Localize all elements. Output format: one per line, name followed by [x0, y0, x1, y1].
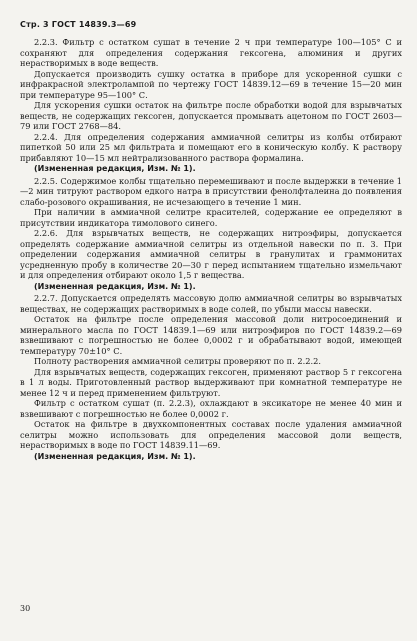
- paragraph: 2.2.7. Допускается определять массовую долю аммиачной селитры во взрывчатых веществах, не содержащих растворимых в воде солей, по убыли массы навески.: [20, 293, 402, 314]
- paragraph: 2.2.6. Для взрывчатых веществ, не содержащих нитроэфиры, допускается определять содержание аммиачной селитры из отдельной навески по п. 3. При определении содержания аммиачной селитры в гранулитах и граммонитах усредненную пробу в количестве 20—30 г перед испытанием тщательно измельчают и для определения отбирают около 1,5 г вещества.: [20, 228, 402, 280]
- paragraph: Остаток на фильтре после определения массовой доли нитросоединений и минерального масла по ГОСТ 14839.1—69 или нитроэфиров по ГОСТ 14839.2—69 взвешивают с погрешностью не более 0,0002 г и обрабатывают водой, имеющей температуру 70±10° С.: [20, 314, 402, 356]
- paragraph: Фильтр с остатком сушат (п. 2.2.3), охлаждают в эксикаторе не менее 40 мин и взвешивают с погрешностью не более 0,0002 г.: [20, 398, 402, 419]
- edition-note: (Измененная редакция, Изм. № 1).: [34, 281, 196, 291]
- paragraph: Для ускорения сушки остаток на фильтре после обработки водой для взрывчатых веществ, не содержащих гексоген, допускается промывать ацетоном по ГОСТ 2603—79 или ГОСТ 2768—84.: [20, 100, 402, 131]
- paragraph: 2.2.3. Фильтр с остатком сушат в течение 2 ч при температуре 100—105° С и сохраняют для определения содержания гексогена, алюминия и других нерастворимых в воде веществ.: [20, 37, 402, 68]
- paragraph: Для взрывчатых веществ, содержащих гексоген, применяют раствор 5 г гексогена в 1 л воды. Приготовленный раствор выдерживают при комнатной температуре не менее 12 ч и перед применением фильтруют.: [20, 366, 402, 398]
- running-header: Стр. 3 ГОСТ 14839.3—69: [20, 20, 137, 29]
- paragraph: Допускается производить сушку остатка в приборе для ускоренной сушки с инфракрасной электролампой по чертежу ГОСТ 14839.12—69 в течение 15—20 мин при температуре 95—100° С.: [20, 68, 402, 100]
- paragraph: Остаток на фильтре в двухкомпонентных составах после удаления аммиачной селитры можно использовать для определения массовой доли веществ, нерастворимых в воде по ГОСТ 14839.11—69.: [20, 419, 402, 450]
- document-body: [20, 37, 402, 462]
- edition-note: (Измененная редакция, Изм. № 1).: [34, 164, 196, 173]
- page-number: 30: [20, 604, 31, 613]
- paragraph: 2.2.4. Для определения содержания аммиачной селитры из колбы отбирают пипеткой 50 или 25 мл фильтрата и помещают его в коническую колбу. К раствору прибавляют 10—15 мл нейтрализованного раствора формалина.: [20, 131, 402, 163]
- paragraph: Полноту растворения аммиачной селитры проверяют по п. 2.2.2.: [34, 356, 321, 366]
- paragraph: При наличии в аммиачной селитре красителей, содержание ее определяют в присутствии индикатора тимолового синего.: [20, 207, 402, 228]
- edition-note: (Измененная редакция, Изм. № 1).: [34, 451, 196, 461]
- document-page: [20, 20, 402, 463]
- paragraph: 2.2.5. Содержимое колбы тщательно перемешивают и после выдержки в течение 1—2 мин титруют раствором едкого натра в присутствии фенолфталеина до появления слабо-розового окрашивания, не исчезающего в течение 1 мин.: [20, 175, 402, 207]
